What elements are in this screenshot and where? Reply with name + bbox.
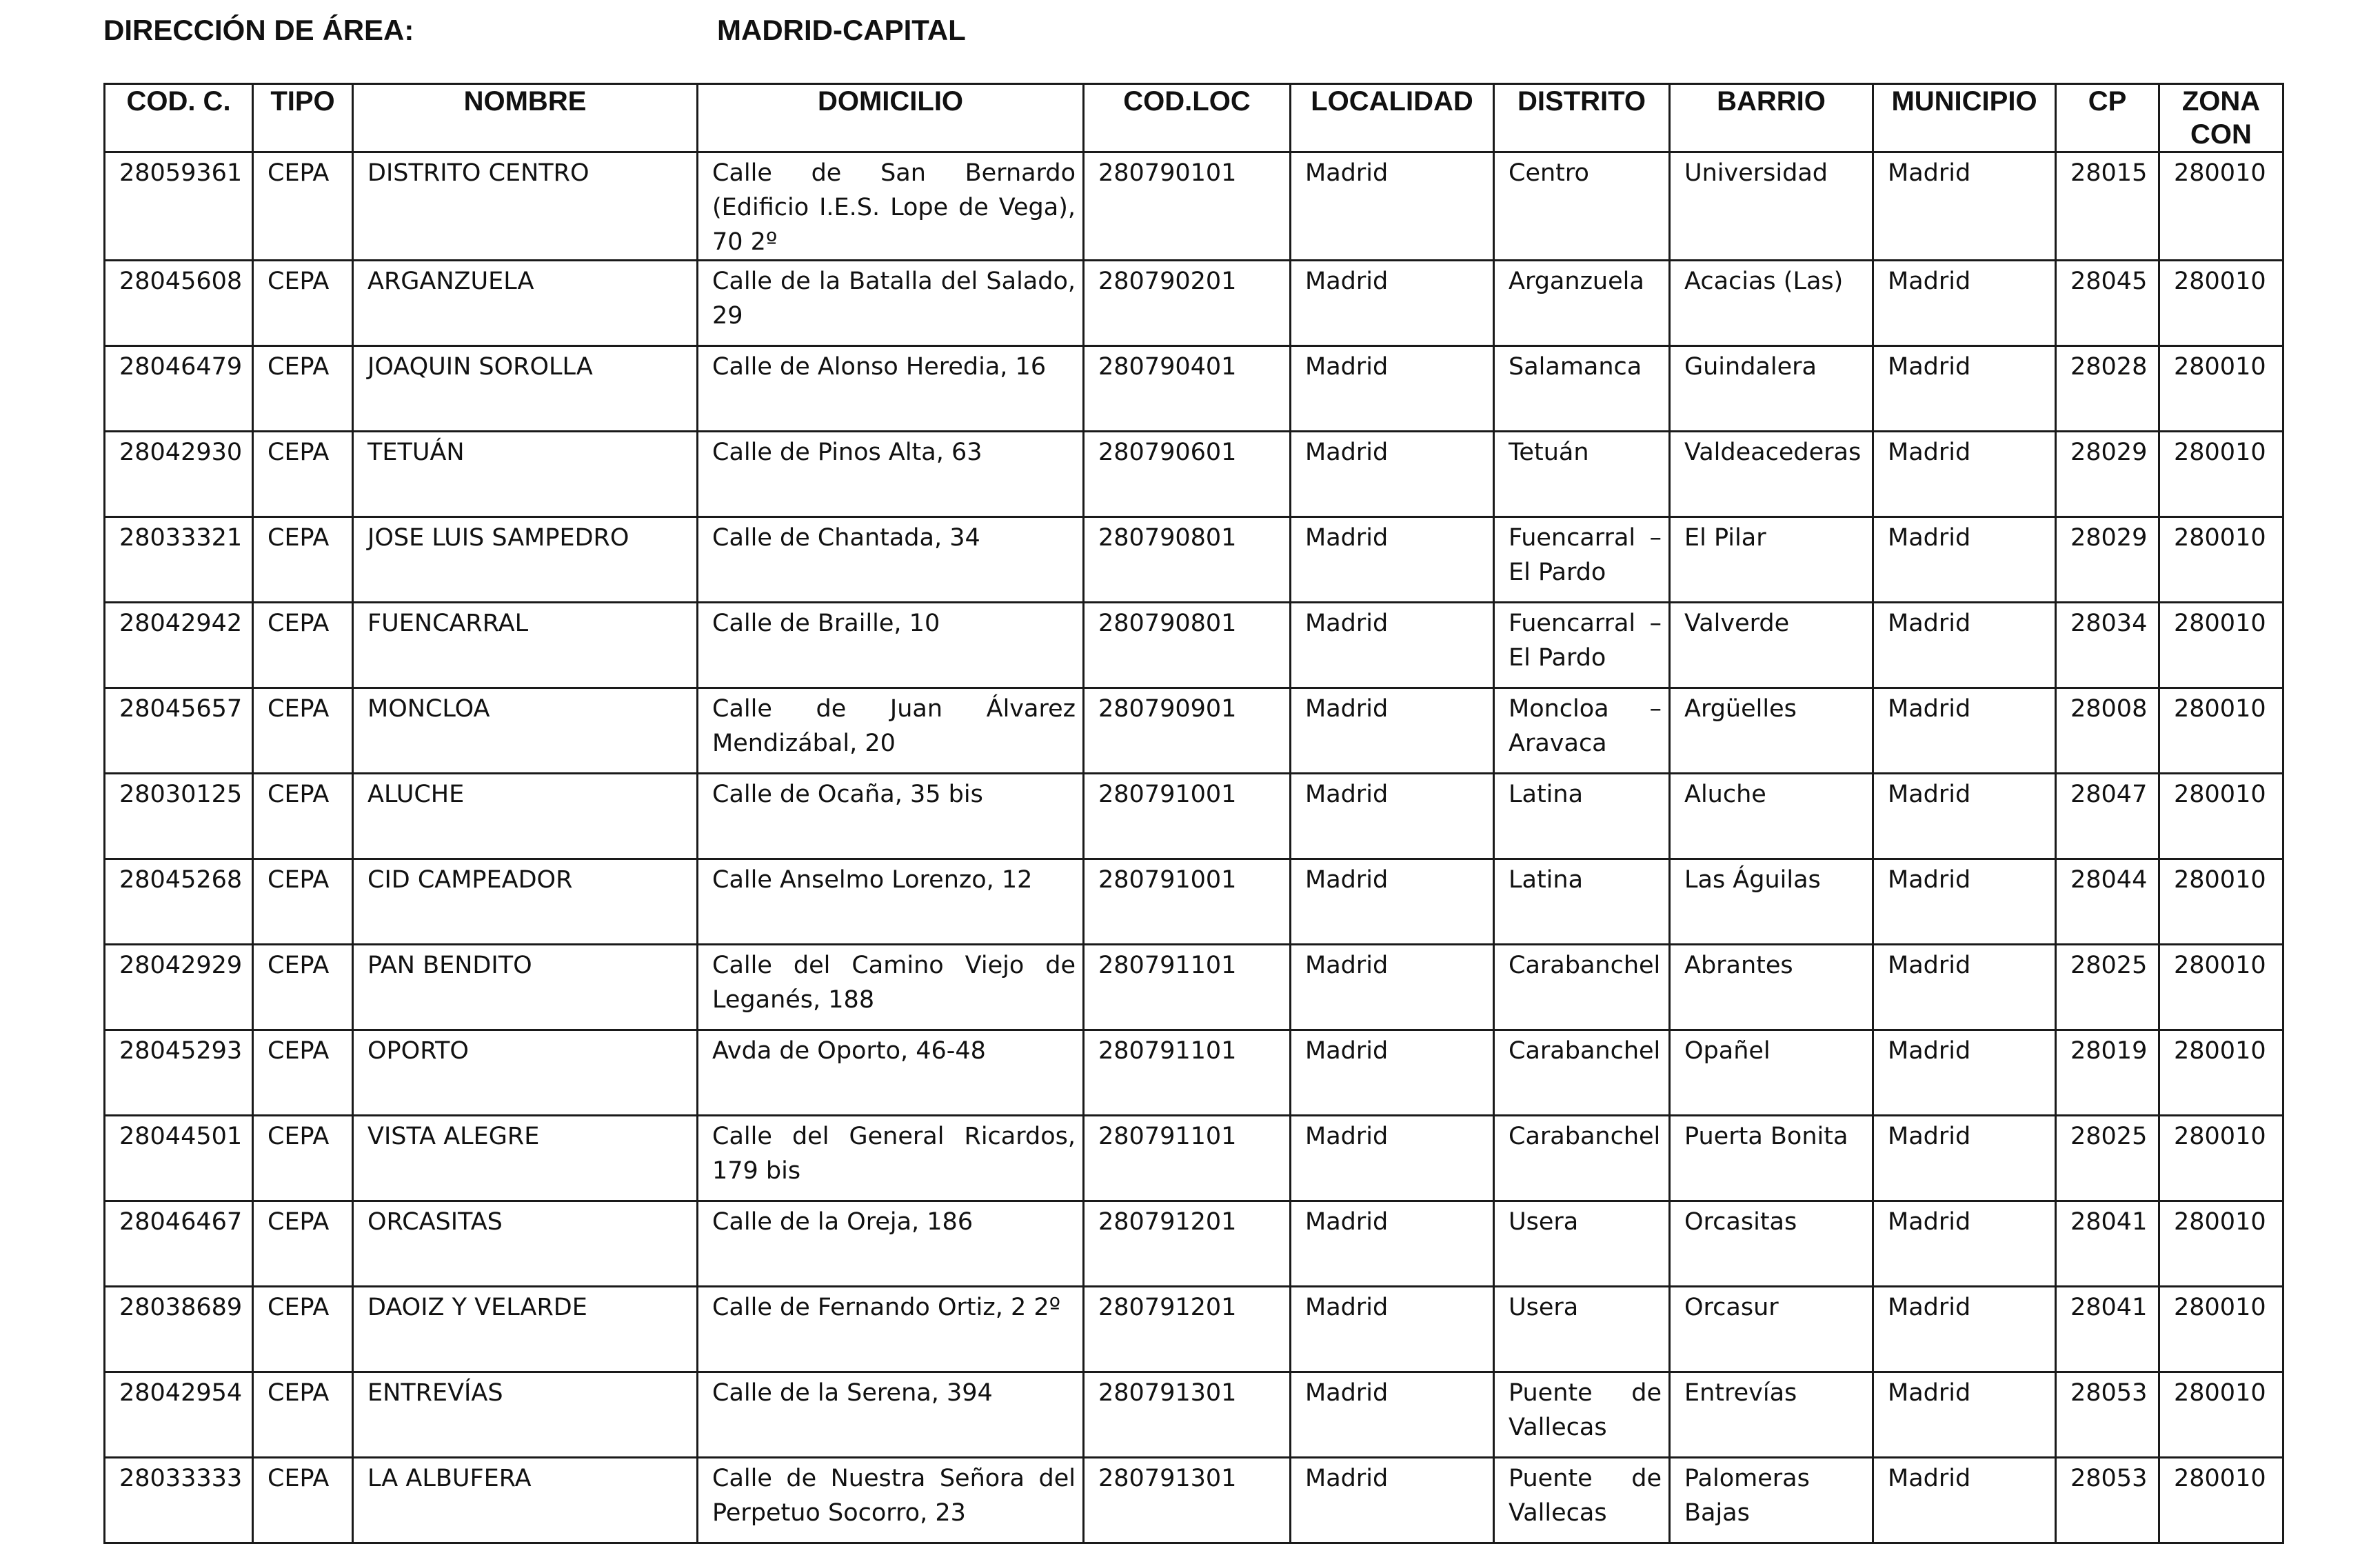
tipo-cell: CEPA [253, 432, 353, 517]
nombre-cell: JOSE LUIS SAMPEDRO [353, 517, 698, 603]
col-nombre-header: NOMBRE [353, 84, 698, 152]
distrito-cell: Carabanchel [1494, 1030, 1670, 1116]
cod-loc-cell: 280790801 [1084, 603, 1291, 688]
col-domicilio-header: DOMICILIO [698, 84, 1084, 152]
barrio-cell: Argüelles [1670, 688, 1873, 774]
localidad-cell: Madrid [1291, 346, 1494, 432]
distrito-cell: Arganzuela [1494, 261, 1670, 346]
col-tipo-header: TIPO [253, 84, 353, 152]
cod-c-cell: 28042954 [105, 1372, 253, 1458]
municipio-cell: Madrid [1873, 945, 2056, 1030]
localidad-cell: Madrid [1291, 1287, 1494, 1372]
domicilio-cell: Calle de Fernando Ortiz, 2 2º [698, 1287, 1084, 1372]
area-value: MADRID-CAPITAL [717, 14, 966, 46]
localidad-cell: Madrid [1291, 517, 1494, 603]
tipo-cell: CEPA [253, 1372, 353, 1458]
nombre-cell: ORCASITAS [353, 1201, 698, 1287]
zona-con-cell: 280010 [2159, 774, 2283, 859]
domicilio-cell: Calle de Chantada, 34 [698, 517, 1084, 603]
col-localidad-header: LOCALIDAD [1291, 84, 1494, 152]
municipio-cell: Madrid [1873, 1458, 2056, 1543]
cp-cell: 28008 [2056, 688, 2159, 774]
cod-loc-cell: 280790201 [1084, 261, 1291, 346]
zona-con-cell: 280010 [2159, 859, 2283, 945]
domicilio-cell: Calle de Braille, 10 [698, 603, 1084, 688]
localidad-cell: Madrid [1291, 432, 1494, 517]
table-row [105, 688, 2283, 774]
cod-loc-cell: 280791201 [1084, 1287, 1291, 1372]
municipio-cell: Madrid [1873, 859, 2056, 945]
domicilio-cell: Calle de San Bernardo (Edificio I.E.S. Lope de Vega), 70 2º [698, 152, 1084, 261]
localidad-cell: Madrid [1291, 603, 1494, 688]
localidad-cell: Madrid [1291, 688, 1494, 774]
cp-cell: 28041 [2056, 1287, 2159, 1372]
tipo-cell: CEPA [253, 261, 353, 346]
header-row [105, 84, 2283, 152]
col-barrio-header: BARRIO [1670, 84, 1873, 152]
cod-loc-cell: 280790801 [1084, 517, 1291, 603]
nombre-cell: FUENCARRAL [353, 603, 698, 688]
localidad-cell: Madrid [1291, 1201, 1494, 1287]
barrio-cell: Acacias (Las) [1670, 261, 1873, 346]
municipio-cell: Madrid [1873, 1372, 2056, 1458]
distrito-cell: Usera [1494, 1287, 1670, 1372]
municipio-cell: Madrid [1873, 1030, 2056, 1116]
localidad-cell: Madrid [1291, 1116, 1494, 1201]
area-label: DIRECCIÓN DE ÁREA: [103, 14, 414, 46]
tipo-cell: CEPA [253, 1030, 353, 1116]
tipo-cell: CEPA [253, 774, 353, 859]
zona-con-cell: 280010 [2159, 152, 2283, 261]
cod-loc-cell: 280790601 [1084, 432, 1291, 517]
cod-c-cell: 28033321 [105, 517, 253, 603]
distrito-cell: Fuencarral – El Pardo [1494, 517, 1670, 603]
area-header [103, 12, 966, 48]
col-municipio-header: MUNICIPIO [1873, 84, 2056, 152]
municipio-cell: Madrid [1873, 1116, 2056, 1201]
barrio-cell: Valverde [1670, 603, 1873, 688]
col-cod-loc-header: COD.LOC [1084, 84, 1291, 152]
localidad-cell: Madrid [1291, 1030, 1494, 1116]
table-row [105, 432, 2283, 517]
cod-loc-cell: 280791301 [1084, 1458, 1291, 1543]
barrio-cell: Entrevías [1670, 1372, 1873, 1458]
barrio-cell: Abrantes [1670, 945, 1873, 1030]
tipo-cell: CEPA [253, 1458, 353, 1543]
nombre-cell: OPORTO [353, 1030, 698, 1116]
nombre-cell: PAN BENDITO [353, 945, 698, 1030]
nombre-cell: CID CAMPEADOR [353, 859, 698, 945]
domicilio-cell: Calle de Ocaña, 35 bis [698, 774, 1084, 859]
nombre-cell: LA ALBUFERA [353, 1458, 698, 1543]
localidad-cell: Madrid [1291, 1372, 1494, 1458]
cod-loc-cell: 280791101 [1084, 1116, 1291, 1201]
cod-loc-cell: 280791101 [1084, 1030, 1291, 1116]
domicilio-cell: Calle del Camino Viejo de Leganés, 188 [698, 945, 1084, 1030]
table-row [105, 1201, 2283, 1287]
col-distrito-header: DISTRITO [1494, 84, 1670, 152]
zona-con-cell: 280010 [2159, 688, 2283, 774]
localidad-cell: Madrid [1291, 859, 1494, 945]
cod-c-cell: 28045268 [105, 859, 253, 945]
table-header [105, 84, 2283, 152]
distrito-cell: Moncloa – Aravaca [1494, 688, 1670, 774]
cod-c-cell: 28038689 [105, 1287, 253, 1372]
nombre-cell: VISTA ALEGRE [353, 1116, 698, 1201]
zona-con-cell: 280010 [2159, 517, 2283, 603]
zona-con-cell: 280010 [2159, 1201, 2283, 1287]
distrito-cell: Tetuán [1494, 432, 1670, 517]
tipo-cell: CEPA [253, 945, 353, 1030]
cp-cell: 28028 [2056, 346, 2159, 432]
centers-table [103, 83, 2284, 1544]
cp-cell: 28041 [2056, 1201, 2159, 1287]
barrio-cell: Orcasitas [1670, 1201, 1873, 1287]
cod-loc-cell: 280791001 [1084, 774, 1291, 859]
cod-loc-cell: 280791201 [1084, 1201, 1291, 1287]
tipo-cell: CEPA [253, 603, 353, 688]
municipio-cell: Madrid [1873, 152, 2056, 261]
distrito-cell: Salamanca [1494, 346, 1670, 432]
table-row [105, 1458, 2283, 1543]
municipio-cell: Madrid [1873, 1201, 2056, 1287]
tipo-cell: CEPA [253, 1287, 353, 1372]
municipio-cell: Madrid [1873, 261, 2056, 346]
cod-c-cell: 28045608 [105, 261, 253, 346]
tipo-cell: CEPA [253, 152, 353, 261]
distrito-cell: Puente de Vallecas [1494, 1372, 1670, 1458]
cod-loc-cell: 280791001 [1084, 859, 1291, 945]
table-row [105, 1287, 2283, 1372]
localidad-cell: Madrid [1291, 261, 1494, 346]
tipo-cell: CEPA [253, 517, 353, 603]
zona-con-cell: 280010 [2159, 432, 2283, 517]
cod-c-cell: 28045293 [105, 1030, 253, 1116]
cp-cell: 28025 [2056, 1116, 2159, 1201]
nombre-cell: ARGANZUELA [353, 261, 698, 346]
table-row [105, 346, 2283, 432]
cp-cell: 28029 [2056, 517, 2159, 603]
cod-c-cell: 28045657 [105, 688, 253, 774]
cod-loc-cell: 280790401 [1084, 346, 1291, 432]
nombre-cell: DISTRITO CENTRO [353, 152, 698, 261]
barrio-cell: Aluche [1670, 774, 1873, 859]
domicilio-cell: Calle de la Batalla del Salado, 29 [698, 261, 1084, 346]
domicilio-cell: Avda de Oporto, 46-48 [698, 1030, 1084, 1116]
cod-c-cell: 28046479 [105, 346, 253, 432]
tipo-cell: CEPA [253, 859, 353, 945]
nombre-cell: ALUCHE [353, 774, 698, 859]
cp-cell: 28053 [2056, 1372, 2159, 1458]
cp-cell: 28029 [2056, 432, 2159, 517]
zona-con-cell: 280010 [2159, 1287, 2283, 1372]
barrio-cell: El Pilar [1670, 517, 1873, 603]
domicilio-cell: Calle de Juan Álvarez Mendizábal, 20 [698, 688, 1084, 774]
cp-cell: 28045 [2056, 261, 2159, 346]
cod-loc-cell: 280790101 [1084, 152, 1291, 261]
zona-con-cell: 280010 [2159, 603, 2283, 688]
col-cod-c-header: COD. C. [105, 84, 253, 152]
distrito-cell: Fuencarral – El Pardo [1494, 603, 1670, 688]
localidad-cell: Madrid [1291, 152, 1494, 261]
municipio-cell: Madrid [1873, 346, 2056, 432]
cod-c-cell: 28059361 [105, 152, 253, 261]
domicilio-cell: Calle de Nuestra Señora del Perpetuo Socorro, 23 [698, 1458, 1084, 1543]
zona-con-cell: 280010 [2159, 1116, 2283, 1201]
cod-c-cell: 28030125 [105, 774, 253, 859]
table-row [105, 261, 2283, 346]
distrito-cell: Latina [1494, 859, 1670, 945]
nombre-cell: MONCLOA [353, 688, 698, 774]
cod-loc-cell: 280791301 [1084, 1372, 1291, 1458]
zona-con-cell: 280010 [2159, 1458, 2283, 1543]
col-cp-header: CP [2056, 84, 2159, 152]
table-row [105, 859, 2283, 945]
tipo-cell: CEPA [253, 1201, 353, 1287]
barrio-cell: Puerta Bonita [1670, 1116, 1873, 1201]
table-row [105, 1030, 2283, 1116]
nombre-cell: JOAQUIN SOROLLA [353, 346, 698, 432]
cod-c-cell: 28042930 [105, 432, 253, 517]
table-row [105, 774, 2283, 859]
cod-loc-cell: 280791101 [1084, 945, 1291, 1030]
cod-c-cell: 28042942 [105, 603, 253, 688]
nombre-cell: TETUÁN [353, 432, 698, 517]
distrito-cell: Carabanchel [1494, 1116, 1670, 1201]
barrio-cell: Las Águilas [1670, 859, 1873, 945]
municipio-cell: Madrid [1873, 1287, 2056, 1372]
cp-cell: 28047 [2056, 774, 2159, 859]
barrio-cell: Guindalera [1670, 346, 1873, 432]
domicilio-cell: Calle de Alonso Heredia, 16 [698, 346, 1084, 432]
nombre-cell: DAOIZ Y VELARDE [353, 1287, 698, 1372]
distrito-cell: Centro [1494, 152, 1670, 261]
localidad-cell: Madrid [1291, 1458, 1494, 1543]
tipo-cell: CEPA [253, 688, 353, 774]
localidad-cell: Madrid [1291, 774, 1494, 859]
localidad-cell: Madrid [1291, 945, 1494, 1030]
zona-con-cell: 280010 [2159, 945, 2283, 1030]
table-row [105, 1116, 2283, 1201]
table-row [105, 945, 2283, 1030]
zona-con-cell: 280010 [2159, 346, 2283, 432]
municipio-cell: Madrid [1873, 603, 2056, 688]
distrito-cell: Latina [1494, 774, 1670, 859]
barrio-cell: Palomeras Bajas [1670, 1458, 1873, 1543]
municipio-cell: Madrid [1873, 688, 2056, 774]
municipio-cell: Madrid [1873, 432, 2056, 517]
barrio-cell: Opañel [1670, 1030, 1873, 1116]
nombre-cell: ENTREVÍAS [353, 1372, 698, 1458]
distrito-cell: Usera [1494, 1201, 1670, 1287]
tipo-cell: CEPA [253, 346, 353, 432]
domicilio-cell: Calle del General Ricardos, 179 bis [698, 1116, 1084, 1201]
tipo-cell: CEPA [253, 1116, 353, 1201]
cp-cell: 28044 [2056, 859, 2159, 945]
cod-c-cell: 28044501 [105, 1116, 253, 1201]
cp-cell: 28034 [2056, 603, 2159, 688]
table-row [105, 517, 2283, 603]
cod-c-cell: 28033333 [105, 1458, 253, 1543]
cod-c-cell: 28042929 [105, 945, 253, 1030]
domicilio-cell: Calle de la Oreja, 186 [698, 1201, 1084, 1287]
municipio-cell: Madrid [1873, 517, 2056, 603]
domicilio-cell: Calle Anselmo Lorenzo, 12 [698, 859, 1084, 945]
zona-con-cell: 280010 [2159, 261, 2283, 346]
cod-loc-cell: 280790901 [1084, 688, 1291, 774]
distrito-cell: Puente de Vallecas [1494, 1458, 1670, 1543]
domicilio-cell: Calle de Pinos Alta, 63 [698, 432, 1084, 517]
municipio-cell: Madrid [1873, 774, 2056, 859]
cp-cell: 28015 [2056, 152, 2159, 261]
barrio-cell: Universidad [1670, 152, 1873, 261]
cp-cell: 28019 [2056, 1030, 2159, 1116]
zona-con-cell: 280010 [2159, 1030, 2283, 1116]
table-row [105, 152, 2283, 261]
distrito-cell: Carabanchel [1494, 945, 1670, 1030]
table-body [105, 152, 2283, 1543]
cod-c-cell: 28046467 [105, 1201, 253, 1287]
barrio-cell: Orcasur [1670, 1287, 1873, 1372]
table-row [105, 1372, 2283, 1458]
table-row [105, 603, 2283, 688]
col-zona-con-header: ZONA CON [2159, 84, 2283, 152]
domicilio-cell: Calle de la Serena, 394 [698, 1372, 1084, 1458]
barrio-cell: Valdeacederas [1670, 432, 1873, 517]
cp-cell: 28053 [2056, 1458, 2159, 1543]
cp-cell: 28025 [2056, 945, 2159, 1030]
zona-con-cell: 280010 [2159, 1372, 2283, 1458]
